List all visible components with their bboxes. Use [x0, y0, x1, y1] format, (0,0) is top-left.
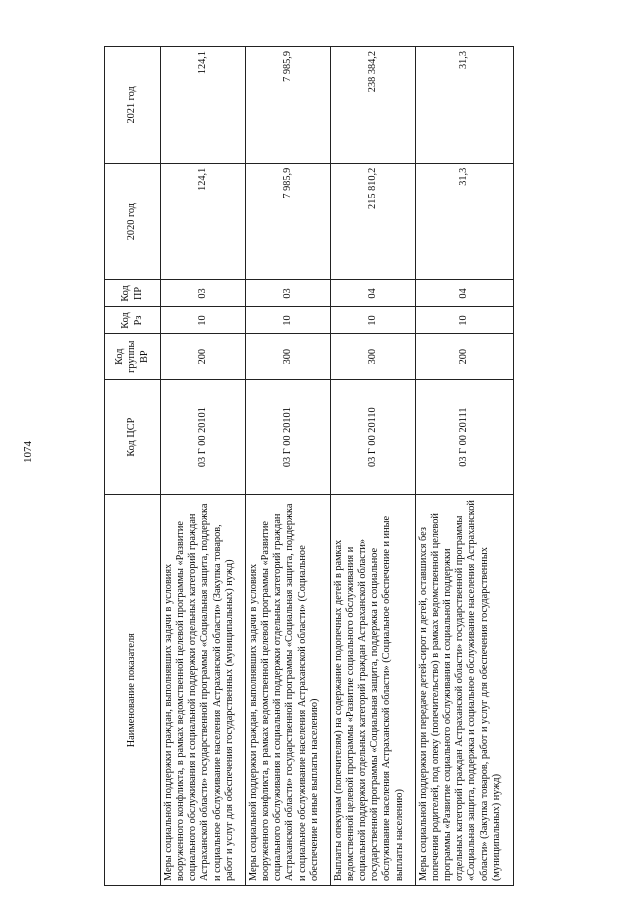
- row-2020: 215 810,2: [330, 163, 415, 280]
- row-pr: 03: [245, 280, 330, 307]
- header-pr: Код ПР: [105, 280, 161, 307]
- row-csr: 03 Г 00 20101: [245, 379, 330, 494]
- row-name: Меры социальной поддержки граждан, выполнявших задачи в условиях вооруженного конфликта, в рамках ведомственной целевой программы «Развитие социального обслуживания и социальной поддержки отдельных категорий граждан Астраханской области» государственной программы «Социальная защита, поддержка и социальное обслуживание населения Астраханской области» (Социальное обеспечение и иные выплаты населению): [245, 495, 330, 886]
- row-name: Меры социальной поддержки граждан, выполнявших задачи в условиях вооруженного конфликта, в рамках ведомственной целевой программы «Развитие социального обслуживания и социальной поддержки отдельных категорий граждан Астраханской области» государственной программы «Социальная защита, поддержка и социальное обслуживание населения Астраханской области» (Закупка товаров, работ и услуг для обеспечения государственных (муниципальных) нужд): [161, 495, 246, 886]
- header-rz: Код Рз: [105, 307, 161, 334]
- header-vr: Код группы ВР: [105, 334, 161, 379]
- row-2020: 124,1: [161, 163, 246, 280]
- budget-table-wrapper: [104, 46, 514, 886]
- page-number: 1074: [22, 441, 34, 463]
- row-pr: 03: [161, 280, 246, 307]
- row-rz: 10: [415, 307, 513, 334]
- row-vr: 200: [415, 334, 513, 379]
- row-pr: 04: [330, 280, 415, 307]
- row-2020: 31,3: [415, 163, 513, 280]
- row-2021: 31,3: [415, 47, 513, 164]
- row-2021: 7 985,9: [245, 47, 330, 164]
- row-pr: 04: [415, 280, 513, 307]
- row-csr: 03 Г 00 20110: [330, 379, 415, 494]
- row-vr: 300: [245, 334, 330, 379]
- row-2021: 124,1: [161, 47, 246, 164]
- header-name: Наименование показателя: [105, 495, 161, 886]
- table-row: [415, 47, 513, 886]
- budget-table: [104, 46, 514, 886]
- table-row: [245, 47, 330, 886]
- row-csr: 03 Г 00 20101: [161, 379, 246, 494]
- row-vr: 200: [161, 334, 246, 379]
- row-name: Меры социальной поддержки при передаче детей-сирот и детей, оставшихся без попечения родителей, под опеку (попечительство) в рамках ведомственной целевой программы «Развитие социального обслуживания и социальной поддержки отдельных категорий граждан Астраханской области» государственной программы «Социальная защита, поддержка и социальное обслуживание населения Астраханской области» (Закупка товаров, работ и услуг для обеспечения государственных (муниципальных) нужд): [415, 495, 513, 886]
- row-rz: 10: [161, 307, 246, 334]
- row-vr: 300: [330, 334, 415, 379]
- table-row: [330, 47, 415, 886]
- header-2021: 2021 год: [105, 47, 161, 164]
- row-2020: 7 985,9: [245, 163, 330, 280]
- row-rz: 10: [245, 307, 330, 334]
- row-rz: 10: [330, 307, 415, 334]
- row-2021: 238 384,2: [330, 47, 415, 164]
- table-row: [161, 47, 246, 886]
- header-csr: Код ЦСР: [105, 379, 161, 494]
- header-2020: 2020 год: [105, 163, 161, 280]
- row-csr: 03 Г 00 20111: [415, 379, 513, 494]
- row-name: Выплаты опекунам (попечителям) на содержание подопечных детей в рамках ведомственной целевой программы «Развитие социального обслуживания и социальной поддержки отдельных категорий граждан Астраханской области» государственной программы «Социальная защита, поддержка и социальное обслуживание населения Астраханской области» (Социальное обеспечение и иные выплаты населению): [330, 495, 415, 886]
- table-header-row: [105, 47, 161, 886]
